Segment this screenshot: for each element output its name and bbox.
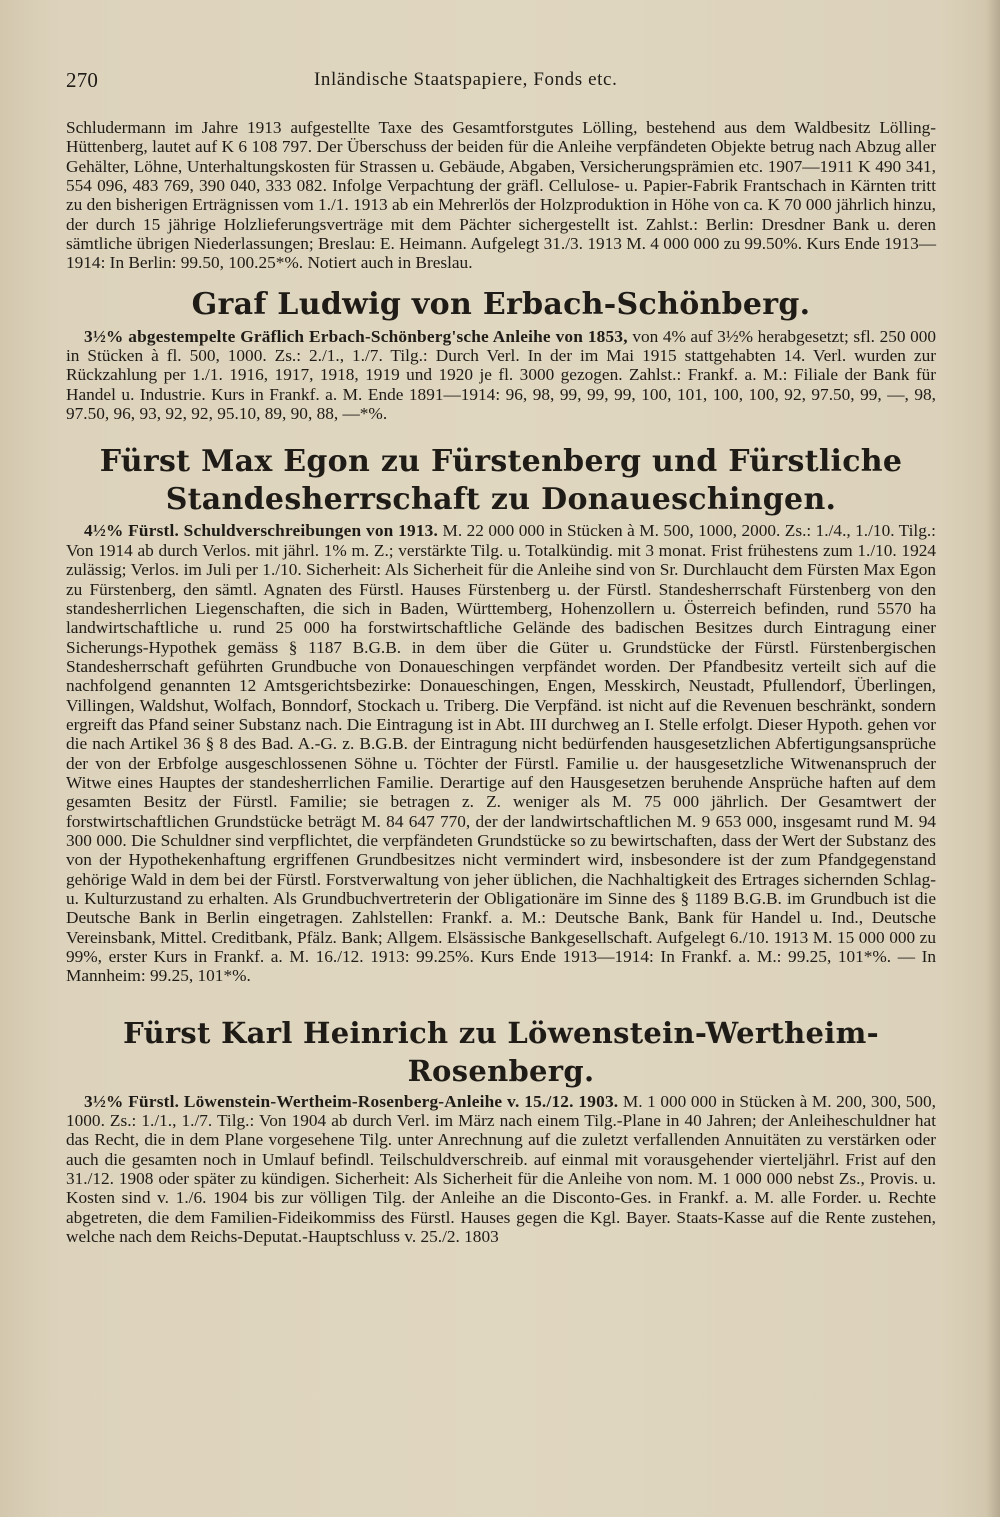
bond-title-erbach: 3½% abgestempelte Gräflich Erbach-Schönberg'sche Anleihe von 1853, [84, 326, 628, 346]
running-title: Inländische Staatspapiere, Fonds etc. [314, 69, 618, 90]
page-header [66, 66, 936, 96]
section-heading-fuerstenberg: Fürst Max Egon zu Fürstenberg und Fürstliche Standesherrschaft zu Donaueschingen. [99, 444, 903, 518]
bond-details-loewenstein: M. 1 000 000 in Stücken à M. 200, 300, 500, 1000. Zs.: 1./1., 1./7. Tilg.: Von 1904 ab durch Verl. im März nach einem Tilg.-Plane in 40 Jahren; der Anleiheschuldner hat das Recht, die in dem Plane vorgesehene Tilg. unter Anrechnung auf die zuletzt verfallenden Annuitäten zu verstärken oder auch die gesamten noch in Umlauf befindl. Teilschuldverschreib. auf einmal mit vorausgehender vierteljährl. Frist auf den 31./12. 1908 oder später zu kündigen. Sicherheit: Als Sicherheit für die Anleihe von nom. M. 1 000 000 nebst Zs., Provis. u. Kosten sind v. 1./6. 1904 bis zur völligen Tilg. der Anleihe an die Disconto-Ges. in Frankf. a. M. alle Forder. u. Rechte abgetreten, die dem Familien-Fideikommiss des Fürstl. Hauses gegen die Kgl. Bayer. Staats-Kasse auf die Rente zustehen, welche nach dem Reichs-Deputat.-Hauptschluss v. 25./2. 1803 [66, 1091, 936, 1247]
page-edge-shadow [986, 0, 1000, 1517]
section-heading-loewenstein: Fürst Karl Heinrich zu Löwenstein-Wertheim-Rosenberg. [123, 1015, 879, 1088]
section-paragraph-loewenstein [66, 1092, 936, 1247]
section-paragraph-fuerstenberg [66, 521, 936, 985]
page-content [66, 118, 936, 1246]
bond-details-fuerstenberg: M. 22 000 000 in Stücken à M. 500, 1000, 2000. Zs.: 1./4., 1./10. Tilg.: Von 1914 ab durch Verlos. mit jährl. 1% m. Z.; verstärkte Tilg. u. Totalkündig. mit 3 monat. Frist frühestens zum 1./10. 1924 zulässig; Verlos. im Juli per 1./10. Sicherheit: Als Sicherheit für die Anleihe sind von Sr. Durchlaucht dem Fürsten Max Egon zu Fürstenberg, den sämtl. Agnaten des Fürstl. Hauses Fürstenberg u. der Fürstl. Standesherrschaft Fürstenberg von den standesherrlichen Liegenschaften, die sich in Baden, Württemberg, Hohenzollern u. Österreich befinden, rund 5570 ha landwirtschaftliche u. rund 25 000 ha forstwirtschaftliche Gelände des badischen Besitzes durch Eintragung einer Sicherungs-Hypothek gemäss § 1187 B.G.B. in dem über die Güter u. Grundstücke der Fürstl. Fürstenbergischen Standesherrschaft geführten Grundbuche von Donaueschingen verpfändet worden. Der Pfandbesitz verteilt sich auf die nachfolgend genannten 12 Amtsgerichtsbezirke: Donaueschingen, Engen, Messkirch, Neustadt, Pfullendorf, Überlingen, Villingen, Waldshut, Wolfach, Bonndorf, Stockach u. Triberg. Die Verpfänd. ist nicht auf die Revenuen beschränkt, sondern ergreift das Pfand seiner Substanz nach. Die Eintragung ist in Abt. III durchweg an I. Stelle erfolgt. Dieser Hypoth. gehen vor die nach Artikel 36 § 8 des Bad. A.-G. z. B.G.B. der Eintragung nicht bedürfenden hausgesetzlichen Abfertigungsansprüche der von der Erbfolge ausgeschlossenen Söhne u. Töchter der Fürstl. Familie u. der hausgesetzliche Witwenanspruch der Witwe eines Hauptes der standesherrlichen Familie. Derartige auf den Hausgesetzen beruhende Ansprüche haften auf dem gesamten Besitz der Fürstl. Familie; sie betragen z. Z. weniger als M. 75 000 jährlich. Der Gesamtwert der forstwirtschaftlichen Grundstücke beträgt M. 84 647 770, der der landwirtschaftlichen M. 9 653 000, insgesamt rund M. 94 300 000. Die Schuldner sind verpflichtet, die verpfändeten Grundstücke so zu bewirtschaften, dass der Wert der Substanz des von der Hypothekenhaftung ergriffenen Grundbesitzes nicht vermindert wird, insbesondere ist der zum Pfandgegenstand gehörige Wald in dem bei der Fürstl. Forstverwaltung von jeher üblichen, die Nachhaltigkeit des Ertrages sichernden Schlag- u. Kulturzustand zu erhalten. Als Grundbuchvertreterin der Obligationäre im Sinne des § 1189 B.G.B. im Grundbuch ist die Deutsche Bank in Berlin eingetragen. Zahlstellen: Frankf. a. M.: Deutsche Bank, Bank für Handel u. Ind., Deutsche Vereinsbank, Mittel. Creditbank, Pfälz. Bank; Allgem. Elsässische Bankgesellschaft. Aufgelegt 6./10. 1913 M. 15 000 000 zu 99%, erster Kurs in Frankf. a. M. 16./12. 1913: 99.25%. Kurs Ende 1913—1914: In Frankf. a. M.: 99.25, 101*%. — In Mannheim: 99.25, 101*%. [66, 521, 936, 986]
bond-details-erbach: von 4% auf 3½% herabgesetzt; sfl. 250 000 in Stücken à fl. 500, 1000. Zs.: 2./1., 1./7. Tilg.: Durch Verl. In der im Mai 1915 stattgehabten 14. Verl. wurden zur Rückzahlung per 1./1. 1916, 1917, 1918, 1919 und 1920 je fl. 3000 gezogen. Zahlst.: Frankf. a. M.: Filiale der Bank für Handel u. Industrie. Kurs in Frankf. a. M. Ende 1891—1914: 96, 98, 99, 99, 99, 100, 101, 100, 100, 92, 97.50, 99, —, 98, 97.50, 96, 93, 92, 92, 95.10, 89, 90, 88, —*%. [66, 326, 936, 424]
page-number: 270 [66, 68, 99, 92]
section-heading-erbach: Graf Ludwig von Erbach-Schönberg. [191, 286, 811, 322]
intro-paragraph: Schludermann im Jahre 1913 aufgestellte Taxe des Gesamtforstgutes Lölling, bestehend aus dem Waldbesitz Lölling-Hüttenberg, lautet auf K 6 108 797. Der Überschuss der beiden für die Anleihe verpfändeten Objekte betrug nach Abzug aller Gehälter, Löhne, Unterhaltungskosten für Strassen u. Gebäude, Abgaben, Versicherungsprämien etc. 1907—1911 K 490 341, 554 096, 483 769, 390 040, 333 082. Infolge Verpachtung der gräfl. Cellulose- u. Papier-Fabrik Frantschach in Kärnten tritt zu den bisherigen Erträgnissen vom 1./1. 1913 ab ein Mehrerlös der Holzproduktion in Höhe von ca. K 70 000 jährlich hinzu, der durch 15 jährige Holzlieferungsverträge mit dem Pächter sichergestellt ist. Zahlst.: Berlin: Dresdner Bank u. deren sämtliche übrigen Niederlassungen; Breslau: E. Heimann. Aufgelegt 31./3. 1913 M. 4 000 000 zu 99.50%. Kurs Ende 1913—1914: In Berlin: 99.50, 100.25*%. Notiert auch in Breslau. [66, 118, 936, 273]
bond-title-fuerstenberg: 4½% Fürstl. Schuldverschreibungen von 1913. [84, 521, 439, 541]
bond-title-loewenstein: 3½% Fürstl. Löwenstein-Wertheim-Rosenberg-Anleihe v. 15./12. 1903. [84, 1091, 619, 1111]
section-paragraph-erbach [66, 327, 936, 424]
